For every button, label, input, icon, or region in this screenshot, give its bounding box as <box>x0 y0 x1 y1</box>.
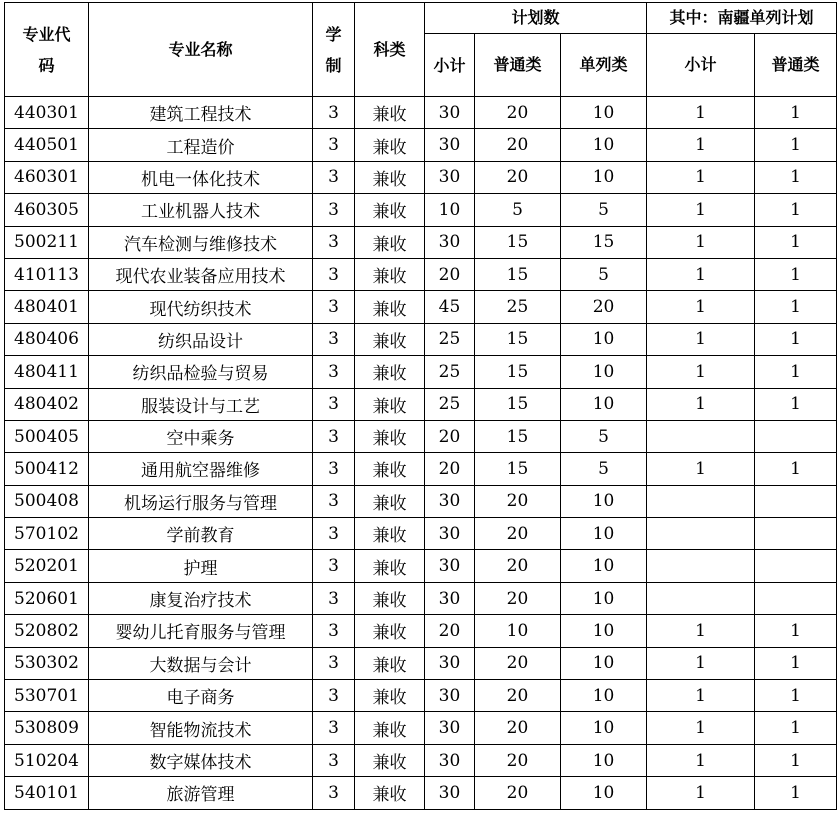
cell-duration: 3 <box>313 647 355 679</box>
cell-south-subtotal: 1 <box>647 712 755 744</box>
cell-south-subtotal: 1 <box>647 388 755 420</box>
enrollment-plan-table <box>4 2 837 810</box>
table-row <box>5 194 837 226</box>
cell-subtotal: 20 <box>425 615 475 647</box>
cell-duration: 3 <box>313 453 355 485</box>
cell-south-general: 1 <box>755 129 837 161</box>
cell-separate: 10 <box>561 129 647 161</box>
cell-category: 兼收 <box>355 323 425 355</box>
cell-category: 兼收 <box>355 453 425 485</box>
cell-duration: 3 <box>313 356 355 388</box>
cell-separate: 10 <box>561 744 647 776</box>
table-row <box>5 161 837 193</box>
cell-name: 旅游管理 <box>89 777 313 809</box>
cell-general: 20 <box>475 680 561 712</box>
cell-general: 5 <box>475 194 561 226</box>
cell-name: 机电一体化技术 <box>89 161 313 193</box>
cell-code: 530701 <box>5 680 89 712</box>
cell-subtotal: 25 <box>425 388 475 420</box>
cell-subtotal: 30 <box>425 226 475 258</box>
cell-duration: 3 <box>313 161 355 193</box>
cell-general: 25 <box>475 291 561 323</box>
table-row <box>5 680 837 712</box>
cell-south-subtotal: 1 <box>647 744 755 776</box>
cell-category: 兼收 <box>355 291 425 323</box>
table-row <box>5 647 837 679</box>
table-row <box>5 744 837 776</box>
cell-duration: 3 <box>313 744 355 776</box>
cell-name: 电子商务 <box>89 680 313 712</box>
cell-south-subtotal <box>647 582 755 614</box>
cell-code: 510204 <box>5 744 89 776</box>
cell-general: 10 <box>475 615 561 647</box>
cell-name: 康复治疗技术 <box>89 582 313 614</box>
cell-category: 兼收 <box>355 194 425 226</box>
table-row <box>5 518 837 550</box>
cell-south-subtotal <box>647 550 755 582</box>
cell-general: 20 <box>475 485 561 517</box>
cell-code: 500405 <box>5 420 89 452</box>
cell-south-general: 1 <box>755 453 837 485</box>
cell-south-general: 1 <box>755 680 837 712</box>
header-name: 专业名称 <box>89 3 313 97</box>
cell-general: 20 <box>475 744 561 776</box>
cell-south-subtotal: 1 <box>647 615 755 647</box>
cell-south-general <box>755 582 837 614</box>
cell-category: 兼收 <box>355 129 425 161</box>
cell-general: 15 <box>475 453 561 485</box>
cell-category: 兼收 <box>355 550 425 582</box>
cell-name: 通用航空器维修 <box>89 453 313 485</box>
cell-subtotal: 30 <box>425 550 475 582</box>
cell-south-general: 1 <box>755 777 837 809</box>
table-row <box>5 97 837 129</box>
cell-category: 兼收 <box>355 647 425 679</box>
header-south-general: 普通类 <box>755 34 837 97</box>
cell-general: 15 <box>475 356 561 388</box>
cell-south-general: 1 <box>755 161 837 193</box>
table-row <box>5 323 837 355</box>
cell-category: 兼收 <box>355 744 425 776</box>
cell-separate: 10 <box>561 647 647 679</box>
cell-code: 460301 <box>5 161 89 193</box>
header-south-subtotal: 小计 <box>647 34 755 97</box>
cell-general: 20 <box>475 777 561 809</box>
header-plan-group: 计划数 <box>425 3 647 34</box>
cell-name: 智能物流技术 <box>89 712 313 744</box>
cell-south-general: 1 <box>755 712 837 744</box>
cell-subtotal: 10 <box>425 194 475 226</box>
cell-south-subtotal: 1 <box>647 129 755 161</box>
cell-category: 兼收 <box>355 485 425 517</box>
cell-subtotal: 20 <box>425 258 475 290</box>
cell-south-general <box>755 518 837 550</box>
cell-name: 汽车检测与维修技术 <box>89 226 313 258</box>
cell-south-subtotal: 1 <box>647 356 755 388</box>
cell-code: 520201 <box>5 550 89 582</box>
table-body <box>5 97 837 810</box>
cell-name: 数字媒体技术 <box>89 744 313 776</box>
cell-south-general: 1 <box>755 647 837 679</box>
cell-name: 现代农业装备应用技术 <box>89 258 313 290</box>
cell-separate: 5 <box>561 453 647 485</box>
cell-name: 护理 <box>89 550 313 582</box>
cell-south-general: 1 <box>755 388 837 420</box>
cell-code: 530809 <box>5 712 89 744</box>
cell-south-general: 1 <box>755 258 837 290</box>
table-row <box>5 485 837 517</box>
table-row <box>5 712 837 744</box>
cell-separate: 10 <box>561 550 647 582</box>
cell-code: 440301 <box>5 97 89 129</box>
cell-category: 兼收 <box>355 97 425 129</box>
cell-south-subtotal: 1 <box>647 226 755 258</box>
cell-duration: 3 <box>313 550 355 582</box>
table-row <box>5 550 837 582</box>
cell-name: 机场运行服务与管理 <box>89 485 313 517</box>
cell-code: 460305 <box>5 194 89 226</box>
cell-code: 520802 <box>5 615 89 647</box>
cell-general: 20 <box>475 712 561 744</box>
cell-category: 兼收 <box>355 420 425 452</box>
cell-general: 15 <box>475 388 561 420</box>
cell-duration: 3 <box>313 226 355 258</box>
cell-code: 500408 <box>5 485 89 517</box>
cell-duration: 3 <box>313 420 355 452</box>
table-row <box>5 582 837 614</box>
cell-subtotal: 30 <box>425 518 475 550</box>
cell-separate: 15 <box>561 226 647 258</box>
cell-general: 20 <box>475 161 561 193</box>
cell-category: 兼收 <box>355 680 425 712</box>
cell-duration: 3 <box>313 712 355 744</box>
cell-separate: 10 <box>561 712 647 744</box>
cell-south-subtotal: 1 <box>647 291 755 323</box>
header-category: 科类 <box>355 3 425 97</box>
cell-subtotal: 30 <box>425 744 475 776</box>
cell-separate: 10 <box>561 97 647 129</box>
cell-duration: 3 <box>313 582 355 614</box>
cell-subtotal: 30 <box>425 485 475 517</box>
cell-south-general: 1 <box>755 744 837 776</box>
header-duration: 学制 <box>313 3 355 97</box>
cell-general: 20 <box>475 97 561 129</box>
cell-code: 520601 <box>5 582 89 614</box>
cell-category: 兼收 <box>355 615 425 647</box>
cell-separate: 10 <box>561 356 647 388</box>
cell-south-subtotal <box>647 518 755 550</box>
cell-category: 兼收 <box>355 518 425 550</box>
cell-south-general: 1 <box>755 356 837 388</box>
header-plan-separate: 单列类 <box>561 34 647 97</box>
cell-code: 530302 <box>5 647 89 679</box>
cell-code: 570102 <box>5 518 89 550</box>
cell-duration: 3 <box>313 777 355 809</box>
cell-code: 540101 <box>5 777 89 809</box>
cell-south-subtotal: 1 <box>647 258 755 290</box>
cell-separate: 5 <box>561 420 647 452</box>
cell-subtotal: 20 <box>425 453 475 485</box>
cell-subtotal: 30 <box>425 647 475 679</box>
cell-separate: 10 <box>561 582 647 614</box>
cell-separate: 10 <box>561 518 647 550</box>
cell-south-subtotal: 1 <box>647 680 755 712</box>
cell-south-subtotal: 1 <box>647 323 755 355</box>
cell-south-general: 1 <box>755 323 837 355</box>
cell-duration: 3 <box>313 485 355 517</box>
table-row <box>5 453 837 485</box>
cell-general: 20 <box>475 582 561 614</box>
table-row <box>5 291 837 323</box>
cell-general: 15 <box>475 323 561 355</box>
cell-south-general <box>755 550 837 582</box>
table-row <box>5 420 837 452</box>
cell-general: 15 <box>475 226 561 258</box>
cell-subtotal: 25 <box>425 323 475 355</box>
cell-south-subtotal: 1 <box>647 453 755 485</box>
header-plan-subtotal: 小计 <box>425 34 475 97</box>
cell-code: 480402 <box>5 388 89 420</box>
cell-subtotal: 25 <box>425 356 475 388</box>
cell-name: 工业机器人技术 <box>89 194 313 226</box>
cell-south-general: 1 <box>755 97 837 129</box>
cell-name: 工程造价 <box>89 129 313 161</box>
header-code: 专业代码 <box>5 3 89 97</box>
cell-south-subtotal: 1 <box>647 97 755 129</box>
table-row <box>5 388 837 420</box>
cell-south-subtotal: 1 <box>647 647 755 679</box>
cell-code: 480411 <box>5 356 89 388</box>
cell-category: 兼收 <box>355 356 425 388</box>
cell-duration: 3 <box>313 518 355 550</box>
cell-name: 大数据与会计 <box>89 647 313 679</box>
cell-code: 480401 <box>5 291 89 323</box>
cell-general: 20 <box>475 647 561 679</box>
cell-separate: 10 <box>561 323 647 355</box>
cell-subtotal: 20 <box>425 420 475 452</box>
cell-subtotal: 30 <box>425 129 475 161</box>
cell-name: 现代纺织技术 <box>89 291 313 323</box>
cell-code: 410113 <box>5 258 89 290</box>
table-row <box>5 226 837 258</box>
cell-separate: 10 <box>561 615 647 647</box>
cell-duration: 3 <box>313 97 355 129</box>
table-row <box>5 777 837 809</box>
cell-subtotal: 30 <box>425 777 475 809</box>
table-header <box>5 3 837 97</box>
cell-south-general: 1 <box>755 194 837 226</box>
cell-category: 兼收 <box>355 161 425 193</box>
cell-subtotal: 30 <box>425 97 475 129</box>
cell-duration: 3 <box>313 680 355 712</box>
cell-code: 480406 <box>5 323 89 355</box>
cell-separate: 10 <box>561 485 647 517</box>
cell-separate: 5 <box>561 258 647 290</box>
cell-name: 建筑工程技术 <box>89 97 313 129</box>
cell-general: 15 <box>475 258 561 290</box>
table-row <box>5 615 837 647</box>
cell-south-general <box>755 420 837 452</box>
cell-general: 15 <box>475 420 561 452</box>
cell-category: 兼收 <box>355 712 425 744</box>
header-south-group: 其中：南疆单列计划 <box>647 3 837 34</box>
table-row <box>5 258 837 290</box>
cell-subtotal: 45 <box>425 291 475 323</box>
cell-name: 纺织品检验与贸易 <box>89 356 313 388</box>
cell-general: 20 <box>475 550 561 582</box>
cell-separate: 10 <box>561 161 647 193</box>
cell-south-general: 1 <box>755 615 837 647</box>
cell-code: 500211 <box>5 226 89 258</box>
cell-south-subtotal <box>647 420 755 452</box>
cell-separate: 10 <box>561 388 647 420</box>
cell-category: 兼收 <box>355 258 425 290</box>
cell-subtotal: 30 <box>425 712 475 744</box>
cell-south-subtotal <box>647 485 755 517</box>
cell-subtotal: 30 <box>425 680 475 712</box>
cell-subtotal: 30 <box>425 582 475 614</box>
cell-south-general: 1 <box>755 226 837 258</box>
cell-category: 兼收 <box>355 777 425 809</box>
cell-name: 婴幼儿托育服务与管理 <box>89 615 313 647</box>
cell-duration: 3 <box>313 194 355 226</box>
cell-duration: 3 <box>313 258 355 290</box>
cell-separate: 20 <box>561 291 647 323</box>
cell-name: 空中乘务 <box>89 420 313 452</box>
cell-south-subtotal: 1 <box>647 194 755 226</box>
cell-duration: 3 <box>313 291 355 323</box>
cell-subtotal: 30 <box>425 161 475 193</box>
cell-name: 纺织品设计 <box>89 323 313 355</box>
cell-general: 20 <box>475 129 561 161</box>
cell-separate: 5 <box>561 194 647 226</box>
cell-south-general <box>755 485 837 517</box>
cell-south-general: 1 <box>755 291 837 323</box>
header-plan-general: 普通类 <box>475 34 561 97</box>
cell-duration: 3 <box>313 615 355 647</box>
cell-name: 服装设计与工艺 <box>89 388 313 420</box>
cell-separate: 10 <box>561 777 647 809</box>
cell-duration: 3 <box>313 323 355 355</box>
cell-category: 兼收 <box>355 226 425 258</box>
cell-south-subtotal: 1 <box>647 161 755 193</box>
cell-code: 440501 <box>5 129 89 161</box>
cell-code: 500412 <box>5 453 89 485</box>
cell-category: 兼收 <box>355 582 425 614</box>
cell-separate: 10 <box>561 680 647 712</box>
cell-name: 学前教育 <box>89 518 313 550</box>
cell-duration: 3 <box>313 129 355 161</box>
cell-south-subtotal: 1 <box>647 777 755 809</box>
table-row <box>5 129 837 161</box>
table-row <box>5 356 837 388</box>
cell-duration: 3 <box>313 388 355 420</box>
cell-category: 兼收 <box>355 388 425 420</box>
cell-general: 20 <box>475 518 561 550</box>
